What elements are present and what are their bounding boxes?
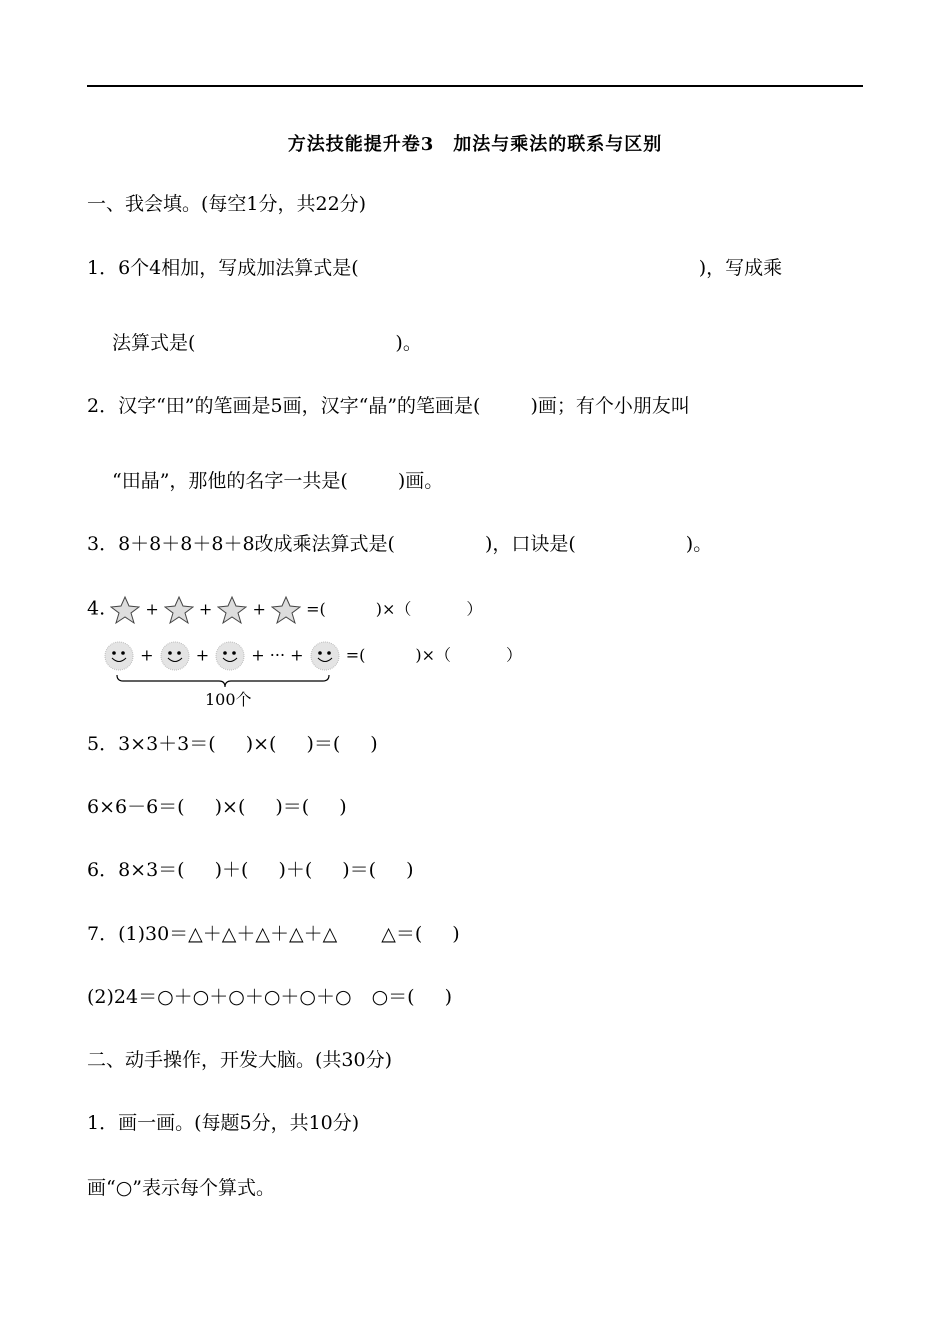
- smiley-face-icon: [103, 640, 135, 672]
- q2-text: )画。: [397, 470, 444, 492]
- q7-text: △＝(: [381, 923, 423, 945]
- equals-paren: =(: [345, 645, 366, 665]
- page-title: 方法技能提升卷3 加法与乘法的联系与区别: [287, 134, 663, 155]
- q7-text: ): [444, 986, 452, 1008]
- q6-text: ): [406, 859, 414, 881]
- q2-text: “田晶”，那他的名字一共是(: [112, 470, 348, 492]
- q3-text: )，口诀是(: [484, 533, 576, 555]
- q7-text: ○＝(: [371, 986, 415, 1008]
- q7-text: ): [452, 923, 460, 945]
- section-2-question-1: 1．画一画。(每题5分，共10分): [87, 1112, 360, 1134]
- q2-text: 2．汉字“田”的笔画是5画，汉字“晶”的笔画是(: [87, 395, 481, 417]
- question-4-line-2: [103, 640, 522, 672]
- question-5-line-1: [87, 732, 378, 756]
- equals-paren: =(: [306, 599, 326, 619]
- q1-text: 1．6个4相加，写成加法算式是(: [87, 257, 359, 279]
- q7-text: (2)24＝○＋○＋○＋○＋○＋○: [87, 986, 352, 1008]
- q6-text: )＝(: [342, 859, 377, 881]
- close-paren: ）: [466, 599, 483, 619]
- question-1-line-2: [112, 331, 422, 355]
- question-2-line-1: [87, 394, 690, 418]
- star-icon: [164, 595, 194, 625]
- star-icon: [271, 595, 301, 625]
- question-1-line-1: [87, 256, 863, 280]
- q2-text: )画；有个小朋友叫: [530, 395, 690, 417]
- plus-sign: +: [252, 599, 266, 619]
- header-rule: [87, 85, 863, 87]
- q4-number: 4.: [87, 597, 106, 620]
- plus-sign: +: [195, 645, 210, 665]
- star-icon: [110, 595, 140, 625]
- question-2-line-2: [112, 469, 443, 493]
- ellipsis: ···: [269, 645, 286, 665]
- brace-count-label: 100个: [205, 690, 252, 709]
- q3-text: 3．8＋8＋8＋8＋8改成乘法算式是(: [87, 533, 395, 555]
- question-3: [87, 532, 712, 556]
- q5-text: )＝(: [275, 796, 310, 818]
- question-5-line-2: [87, 795, 347, 819]
- times-paren: )×（: [375, 599, 412, 619]
- star-icon: [217, 595, 247, 625]
- close-paren: ）: [506, 645, 523, 665]
- smiley-face-icon: [214, 640, 246, 672]
- smiley-face-icon: [309, 640, 341, 672]
- q6-text: )＋(: [278, 859, 313, 881]
- question-4-line-1: [87, 595, 482, 625]
- q5-text: 6×6－6＝(: [87, 796, 185, 818]
- question-7-part-1: [87, 922, 460, 946]
- q3-text: )。: [685, 533, 713, 555]
- section-2-heading: 二、动手操作，开发大脑。(共30分): [87, 1049, 393, 1071]
- plus-sign: +: [198, 599, 213, 619]
- q5-text: )＝(: [306, 733, 341, 755]
- plus-sign: +: [145, 599, 159, 619]
- section-2-question-1-instruction: 画“○”表示每个算式。: [87, 1177, 276, 1199]
- question-6: [87, 858, 414, 882]
- brace: [115, 674, 335, 688]
- q1-text: )。: [395, 332, 422, 354]
- q5-text: )×(: [245, 733, 277, 755]
- plus-sign: +: [251, 645, 265, 665]
- question-7-part-2: [87, 985, 452, 1009]
- q1-text: )，写成乘: [698, 257, 783, 279]
- q5-text: ): [339, 796, 347, 818]
- q6-text: )＋(: [214, 859, 249, 881]
- q1-text: 法算式是(: [112, 332, 196, 354]
- q5-text: )×(: [214, 796, 246, 818]
- plus-sign: +: [290, 645, 304, 665]
- times-paren: )×（: [415, 645, 452, 665]
- q5-text: ): [370, 733, 378, 755]
- smiley-face-icon: [159, 640, 191, 672]
- plus-sign: +: [140, 645, 154, 665]
- q7-text: 7．(1)30＝△＋△＋△＋△＋△: [87, 923, 338, 945]
- section-1-heading: 一、我会填。(每空1分，共22分): [87, 193, 367, 215]
- q6-text: 6．8×3＝(: [87, 859, 185, 881]
- q5-text: 5．3×3＋3＝(: [87, 733, 216, 755]
